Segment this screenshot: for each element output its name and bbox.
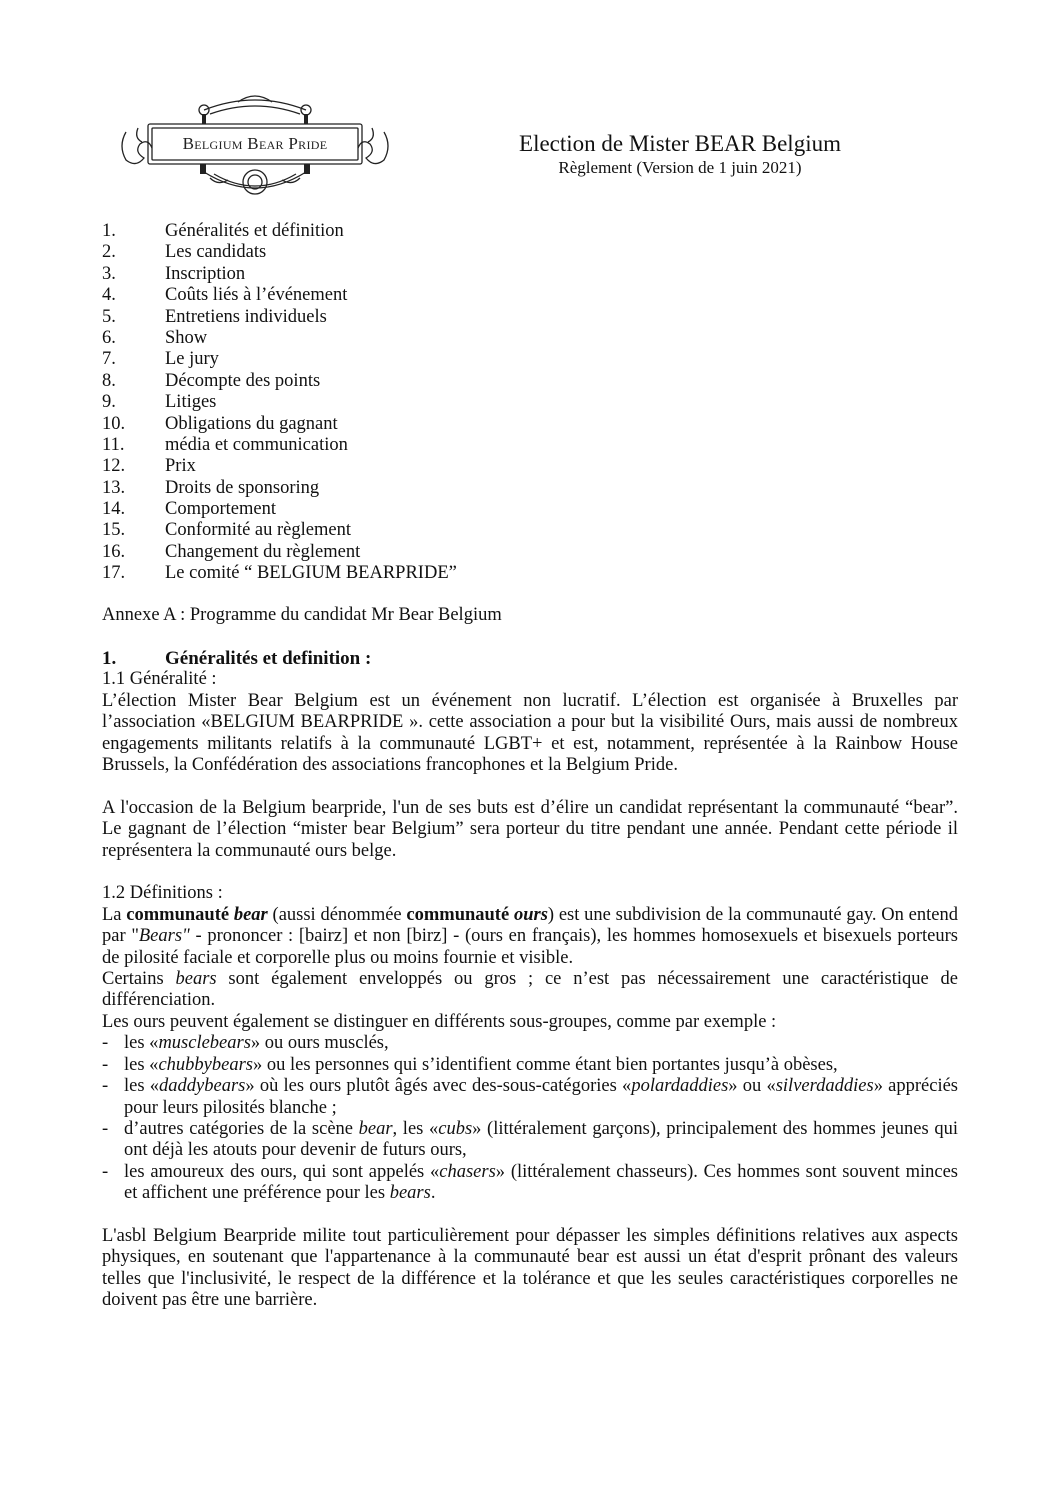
text-run: les « [124, 1076, 160, 1097]
italic-text: bears [175, 969, 217, 990]
list-item [102, 1033, 958, 1054]
bullet-dash: - [102, 1118, 109, 1139]
toc-item [102, 242, 702, 263]
text-run: La [102, 904, 127, 925]
toc-number: 6. [102, 327, 116, 348]
document-header [470, 130, 890, 178]
italic-text: daddybears [159, 1076, 246, 1097]
section-heading [102, 648, 958, 669]
toc-label: Droits de sponsoring [165, 477, 320, 498]
toc-number: 12. [102, 456, 126, 477]
section-number: 1. [102, 648, 117, 669]
paragraph: L'asbl Belgium Bearpride milite tout particulièrement pour dépasser les simples définitions relatives aux aspects physiques, en soutenant que l'appartenance à la communauté bear est aussi un état d'esprit prônant des valeurs telles que l'inclusivité, le respect de la différence et la tolérance et que les seules caractéristiques corporelles ne doivent pas être une barrière. [102, 1225, 958, 1311]
belgium-bear-pride-logo [118, 92, 392, 198]
toc-label: Entretiens individuels [165, 306, 327, 327]
text-run: d’autres catégories de la scène [124, 1118, 359, 1139]
toc-number: 1. [102, 221, 116, 241]
toc-item [102, 285, 702, 306]
toc-label: Inscription [165, 263, 246, 284]
bullet-dash: - [102, 1033, 109, 1054]
toc-item [102, 328, 702, 349]
spacer [102, 776, 958, 797]
paragraph: Les ours peuvent également se distinguer en différents sous-groupes, comme par exemple : [102, 1011, 777, 1032]
toc-number: 2. [102, 242, 116, 263]
toc-number: 11. [102, 434, 125, 455]
paragraph: A l'occasion de la Belgium bearpride, l'un de ses buts est d’élire un candidat représentant la communauté “bear”. Le gagnant de l’élection “mister bear Belgium” sera porteur du titre pendant une année. Pendant cette période il représentera la communauté ours belge. [102, 797, 958, 861]
italic-text: musclebears [158, 1033, 251, 1054]
italic-text: Bears" [138, 926, 190, 947]
spacer [102, 862, 958, 883]
toc-label: Litiges [165, 392, 217, 413]
toc-number: 10. [102, 413, 126, 434]
toc-label: Le comité “ BELGIUM BEARPRIDE” [165, 563, 457, 584]
document-title: Election de Mister BEAR Belgium [519, 131, 841, 156]
text-run: » ou « [728, 1076, 776, 1097]
list-item [102, 1076, 958, 1119]
subgroup-list [102, 1033, 958, 1204]
text-run: , les « [392, 1118, 439, 1139]
toc-item [102, 435, 702, 456]
italic-text: bear [358, 1118, 393, 1139]
italic-text: bears [389, 1183, 431, 1204]
paragraph [102, 969, 958, 1012]
toc-label: Prix [165, 456, 196, 477]
text-run: les amoureux des ours, qui sont appelés « [124, 1161, 440, 1182]
toc-label: Show [165, 327, 208, 348]
text-run: » (littéralement chasseurs). Ces hommes sont souvent minces et affichent une préférence pour les [124, 1161, 958, 1204]
toc-item [102, 371, 702, 392]
toc-number: 5. [102, 306, 116, 327]
bullet-dash: - [102, 1054, 109, 1075]
toc-item [102, 349, 702, 370]
toc-number: 3. [102, 263, 116, 284]
italic-text: polardaddies [631, 1076, 729, 1097]
toc-number: 8. [102, 370, 116, 391]
toc-item [102, 456, 702, 477]
toc-label: Obligations du gagnant [165, 413, 338, 434]
italic-text: chasers [439, 1161, 496, 1182]
definition-paragraph [102, 905, 958, 969]
toc-item [102, 520, 702, 541]
toc-item [102, 478, 702, 499]
toc-label: Changement du règlement [165, 541, 361, 562]
text-run: . [430, 1183, 436, 1204]
toc-label: Généralités et définition [165, 221, 344, 241]
toc-item [102, 563, 702, 584]
text-run: - prononcer : [bairz] et non [birz] - (ours en français), les hommes homosexuels et bisexuels porteurs de pilosité faciale et corporelle plus ou moins fournie et visible. [102, 926, 958, 968]
toc-item [102, 414, 702, 435]
text-run: les « [124, 1054, 159, 1075]
toc-label: Conformité au règlement [165, 520, 351, 541]
subsection-title: 1.2 Définitions : [102, 883, 223, 904]
text-run: les « [124, 1033, 159, 1054]
text-run: » où les ours plutôt âgés avec des-sous-catégories « [245, 1076, 632, 1097]
toc-number: 13. [102, 477, 126, 498]
subsection-title: 1.1 Généralité : [102, 669, 217, 690]
italic-text: cubs [438, 1118, 473, 1139]
bullet-dash: - [102, 1161, 109, 1182]
toc-item [102, 392, 702, 413]
logo-text: Belgium Bear Pride [182, 134, 328, 153]
text-run: ) est une subdivision de la communauté gay. On entend par " [102, 904, 958, 947]
toc-label: Comportement [165, 499, 276, 520]
text-run: » ou ours musclés, [250, 1033, 389, 1054]
toc-item [102, 264, 702, 285]
list-item [102, 1055, 958, 1076]
toc-item [102, 221, 702, 242]
text-run: Certains [102, 969, 176, 990]
toc-label: Décompte des points [165, 370, 321, 391]
bold-italic-text: bear [233, 904, 268, 925]
toc-number: 16. [102, 541, 126, 562]
bold-text: communauté [126, 904, 234, 925]
table-of-contents [102, 221, 702, 585]
text-run: » appréciés pour leurs pilosités blanche ; [124, 1076, 958, 1118]
text-run: » (littéralement garçons), principalement des hommes jeunes qui ont déjà les atouts pour devenir de futurs ours, [124, 1118, 958, 1161]
toc-label: Le jury [165, 349, 219, 370]
bold-italic-text: ours [513, 904, 548, 925]
toc-number: 4. [102, 285, 116, 306]
list-item [102, 1119, 958, 1162]
text-run: (aussi dénommée [267, 904, 407, 925]
text-run: » ou les personnes qui s’identifient comme étant bien portantes jusqu’à obèses, [252, 1054, 838, 1075]
text-run: sont également enveloppés ou gros ; ce n’est pas nécessairement une caractéristique de différenciation. [102, 969, 958, 1011]
toc-label: média et communication [165, 434, 348, 455]
toc-number: 17. [102, 563, 126, 584]
section-1 [102, 648, 958, 1312]
section-title: Généralités et definition : [165, 648, 372, 669]
toc-item [102, 499, 702, 520]
toc-number: 14. [102, 499, 126, 520]
paragraph: L’élection Mister Bear Belgium est un événement non lucratif. L’élection est organisée à Bruxelles par l’association «BELGIUM BEARPRIDE ». cette association a pour but la visibilité Ours, mais aussi de nombreux engagements militants relatifs à la communauté LGBT+ et est, notamment, représentée à la Rainbow House Brussels, la Confédération des associations francophones et la Belgium Pride. [102, 690, 958, 776]
bold-text: communauté [406, 904, 514, 925]
document-subtitle: Règlement (Version de 1 juin 2021) [558, 158, 802, 177]
annex-line: Annexe A : Programme du candidat Mr Bear Belgium [102, 605, 502, 625]
toc-number: 15. [102, 520, 126, 541]
bullet-dash: - [102, 1076, 109, 1097]
list-item [102, 1162, 958, 1205]
toc-item [102, 307, 702, 328]
toc-number: 9. [102, 392, 116, 413]
italic-text: chubbybears [158, 1054, 253, 1075]
toc-label: Les candidats [165, 242, 267, 263]
spacer [102, 1205, 958, 1226]
toc-number: 7. [102, 349, 116, 370]
toc-label: Coûts liés à l’événement [165, 285, 348, 306]
italic-text: silverdaddies [775, 1076, 874, 1097]
toc-item [102, 542, 702, 563]
